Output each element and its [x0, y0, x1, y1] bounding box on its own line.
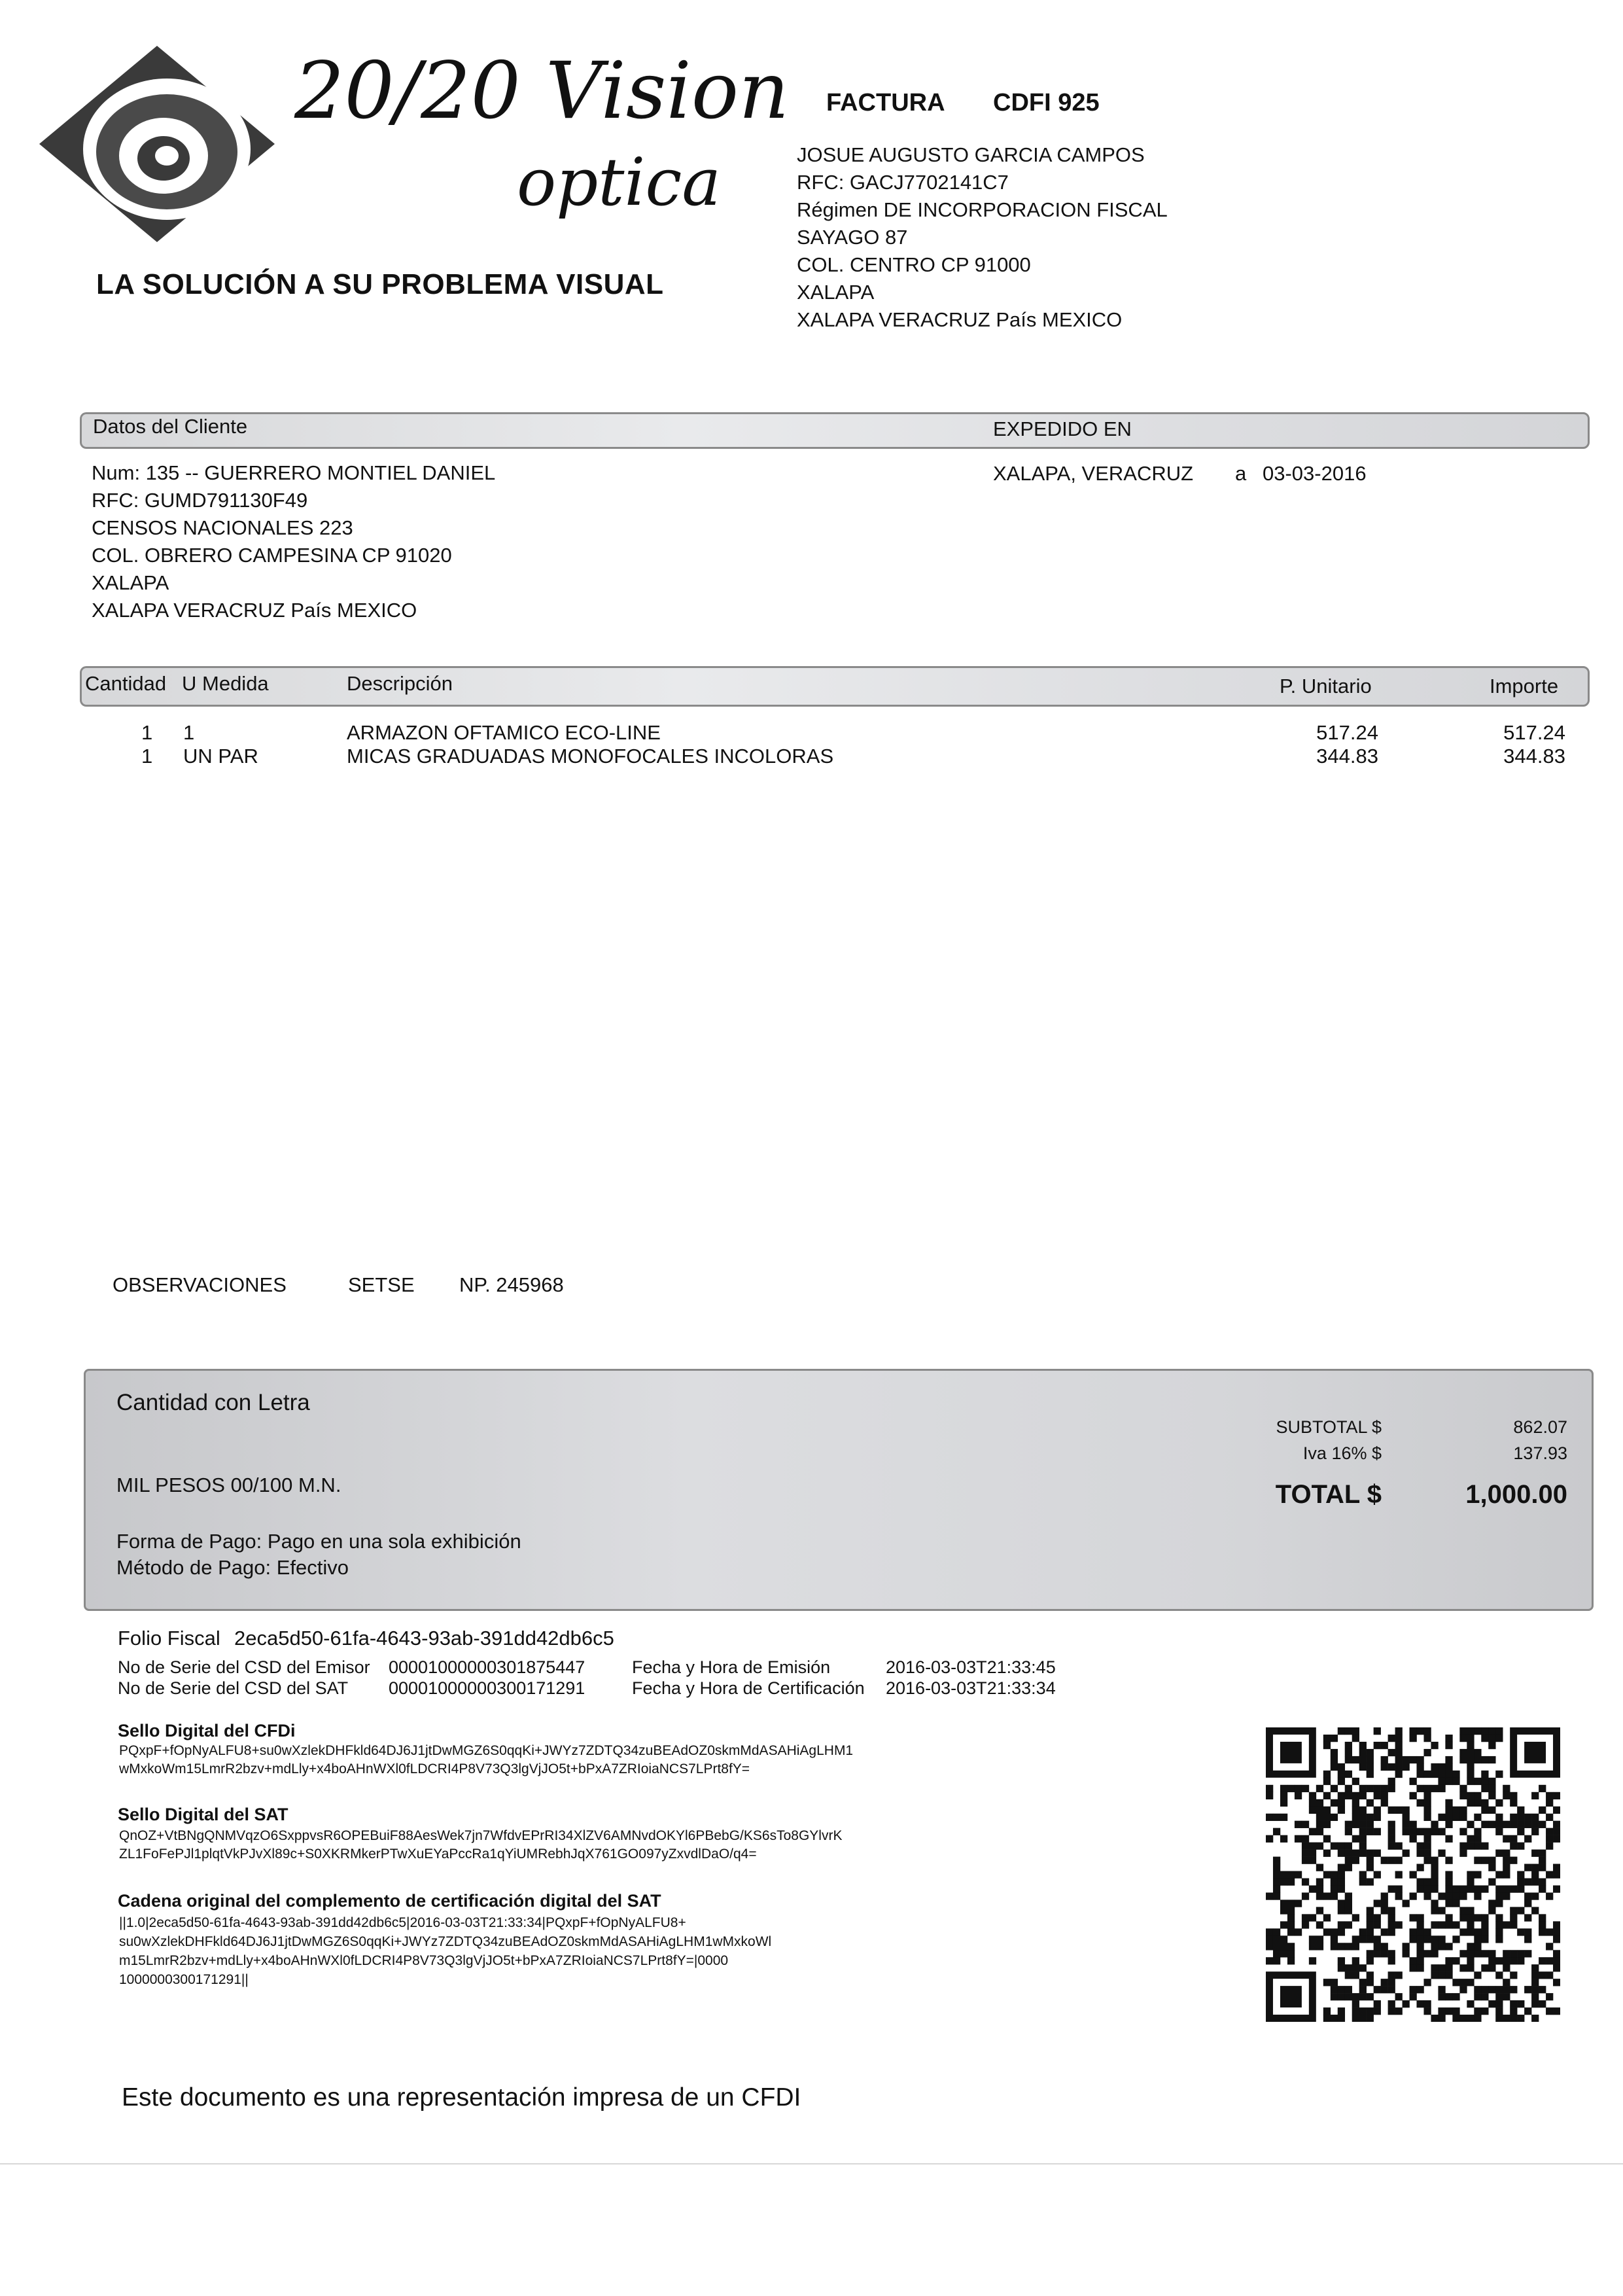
- sello-cfdi-line: wMxkoWm15LmrR2bzv+mdLly+x4boAHnWXl0fLDCRI4P8V73Q3lgVjJO5t+bPxA7ZRIoiaNCS7LPrt8fY=: [119, 1761, 750, 1776]
- cadena-line: su0wXzlekDHFkld64DJ6J1jtDwMGZ6S0qqKi+JWYz7ZDTQ34zuBEAdOZ0skmMdASAHiAgLHM1wMxkoWl: [119, 1934, 772, 1949]
- client-line: CENSOS NACIONALES 223: [92, 516, 353, 539]
- brand-tagline: LA SOLUCIÓN A SU PROBLEMA VISUAL: [96, 268, 664, 300]
- observations-code: SETSE: [348, 1273, 415, 1296]
- certificacion-label: Fecha y Hora de Certificación: [632, 1678, 865, 1698]
- client-line: XALAPA VERACRUZ País MEXICO: [92, 599, 417, 622]
- folio-fiscal: 2eca5d50-61fa-4643-93ab-391dd42db6c5: [234, 1627, 614, 1650]
- subtotal-value: 862.07: [1513, 1417, 1567, 1437]
- cadena-line: m15LmrR2bzv+mdLly+x4boAHnWXl0fLDCRI4P8V73Q3lgVjJO5t+bPxA7ZRIoiaNCS7LPrt8fY=|0000: [119, 1953, 729, 1968]
- total-label: TOTAL $: [1275, 1480, 1382, 1509]
- sello-cfdi-title: Sello Digital del CFDi: [118, 1721, 296, 1740]
- footer-note: Este documento es una representación impresa de un CFDI: [122, 2083, 801, 2111]
- sello-cfdi: [119, 1742, 853, 1778]
- iva-value: 137.93: [1513, 1443, 1567, 1463]
- client-line: COL. OBRERO CAMPESINA CP 91020: [92, 544, 452, 567]
- emision-value: 2016-03-03T21:33:45: [886, 1657, 1056, 1677]
- certificacion-value: 2016-03-03T21:33:34: [886, 1678, 1056, 1698]
- issuer-line: Régimen DE INCORPORACION FISCAL: [797, 198, 1168, 221]
- observations-label: OBSERVACIONES: [113, 1273, 287, 1296]
- doc-type: FACTURA: [826, 89, 945, 116]
- issuer-block: [797, 141, 1168, 334]
- row-price: 344.83: [1316, 745, 1378, 768]
- amount-words: MIL PESOS 00/100 M.N.: [116, 1474, 341, 1496]
- row-unit: UN PAR: [183, 745, 258, 768]
- row-unit: 1: [183, 721, 195, 744]
- row-qty: 1: [141, 745, 153, 768]
- sello-sat-line: ZL1FoFePJl1plqtVkPJvXl89c+S0XKRMkerPTwXuEYaPccRa1qYiUMRebhJqX761GO097yZxvdlDaO/q4=: [119, 1846, 757, 1862]
- row-amount: 517.24: [1503, 721, 1565, 744]
- sello-sat: [119, 1827, 842, 1863]
- amount-words-label: Cantidad con Letra: [116, 1390, 310, 1415]
- issued-date: 03-03-2016: [1263, 462, 1367, 485]
- issuer-line: SAYAGO 87: [797, 226, 908, 249]
- brand-subname: optica: [517, 144, 722, 221]
- issuer-line: XALAPA: [797, 281, 875, 304]
- eye-logo-icon: [33, 39, 281, 249]
- issuer-line: JOSUE AUGUSTO GARCIA CAMPOS: [797, 143, 1145, 166]
- csd-emisor-label: No de Serie del CSD del Emisor: [118, 1657, 370, 1677]
- payment-form: Forma de Pago: Pago en una sola exhibición: [116, 1530, 521, 1553]
- col-desc: Descripción: [347, 672, 453, 695]
- observations-np: NP. 245968: [459, 1273, 564, 1296]
- folio-fiscal-label: Folio Fiscal: [118, 1627, 220, 1650]
- iva-label: Iva 16% $: [1302, 1443, 1382, 1463]
- issued-a: a: [1235, 462, 1247, 485]
- sello-sat-title: Sello Digital del SAT: [118, 1805, 288, 1824]
- cadena-original: [119, 1913, 771, 1989]
- client-section-label: Datos del Cliente: [93, 415, 248, 438]
- sello-sat-line: QnOZ+VtBNgQNMVqzO6SxppvsR6OPEBuiF88AesWek7jn7WfdvEPrRI34XlZV6AMNvdOKYl6PBebG/KS6sTo8GYlvrK: [119, 1828, 843, 1843]
- total-value: 1,000.00: [1465, 1480, 1567, 1509]
- issuer-line: COL. CENTRO CP 91000: [797, 253, 1031, 276]
- row-desc: ARMAZON OFTAMICO ECO-LINE: [347, 721, 661, 744]
- csd-emisor: 00001000000301875447: [389, 1657, 585, 1677]
- col-unit: U Medida: [182, 672, 269, 695]
- payment-method: Método de Pago: Efectivo: [116, 1556, 349, 1579]
- qr-code-icon: [1266, 1727, 1560, 2022]
- row-qty: 1: [141, 721, 153, 744]
- company-logo: [33, 39, 790, 314]
- cadena-line: ||1.0|2eca5d50-61fa-4643-93ab-391dd42db6c5|2016-03-03T21:33:34|PQxpF+fOpNyALFU8+: [119, 1915, 686, 1930]
- col-price: P. Unitario: [1280, 675, 1372, 698]
- row-price: 517.24: [1316, 721, 1378, 744]
- sello-cfdi-line: PQxpF+fOpNyALFU8+su0wXzlekDHFkld64DJ6J1jtDwMGZ6S0qqKi+JWYz7ZDTQ34zuBEAdOZ0skmMdASAHiAgLHM1: [119, 1743, 854, 1758]
- row-desc: MICAS GRADUADAS MONOFOCALES INCOLORAS: [347, 745, 834, 768]
- footer-divider: [0, 2163, 1623, 2164]
- emision-label: Fecha y Hora de Emisión: [632, 1657, 831, 1677]
- row-amount: 344.83: [1503, 745, 1565, 768]
- cadena-line: 1000000300171291||: [119, 1972, 249, 1987]
- brand-name: 20/20 Vision: [294, 46, 790, 137]
- issued-place: XALAPA, VERACRUZ: [993, 462, 1194, 485]
- doc-number: CDFI 925: [993, 89, 1100, 116]
- csd-sat: 00001000000300171291: [389, 1678, 585, 1698]
- client-line: Num: 135 -- GUERRERO MONTIEL DANIEL: [92, 461, 496, 484]
- csd-sat-label: No de Serie del CSD del SAT: [118, 1678, 349, 1698]
- client-line: XALAPA: [92, 571, 169, 594]
- client-block: [92, 459, 495, 624]
- issuer-line: XALAPA VERACRUZ País MEXICO: [797, 308, 1123, 331]
- col-amount: Importe: [1490, 675, 1559, 698]
- cadena-title: Cadena original del complemento de certificación digital del SAT: [118, 1891, 661, 1911]
- client-header-bar: [80, 412, 1590, 449]
- col-qty: Cantidad: [85, 672, 167, 695]
- subtotal-label: SUBTOTAL $: [1276, 1417, 1382, 1437]
- client-line: RFC: GUMD791130F49: [92, 489, 308, 512]
- issued-in-label: EXPEDIDO EN: [993, 417, 1132, 440]
- issuer-line: RFC: GACJ7702141C7: [797, 171, 1009, 194]
